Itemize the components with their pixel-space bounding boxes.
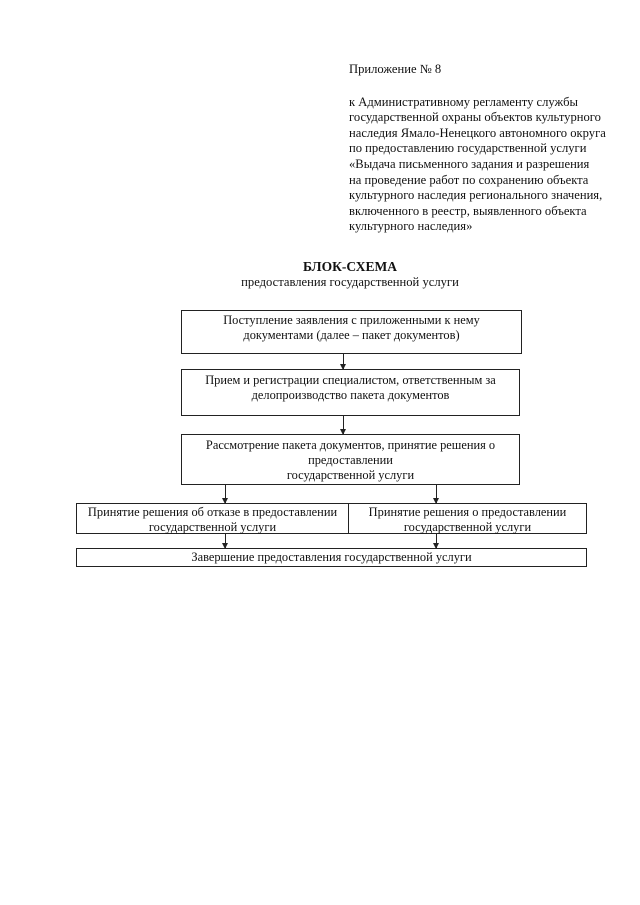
step-text: Рассмотрение пакета документов, принятие решения о <box>205 438 496 452</box>
step-text: делопроизводство пакета документов <box>251 388 450 403</box>
arrow-refusal-to-completion <box>225 534 226 548</box>
appendix-line: культурного наследия регионального значения, <box>349 188 603 203</box>
appendix-line: на проведение работ по сохранению объекта <box>349 172 589 187</box>
arrow-receipt-to-registration <box>343 354 344 369</box>
arrow-review-to-approval <box>436 485 437 503</box>
step-registration <box>181 369 520 416</box>
appendix-line: «Выдача письменного задания и разрешения <box>349 156 590 171</box>
step-refusal <box>76 503 349 534</box>
appendix-line: к Административному регламенту службы <box>349 94 578 109</box>
step-review <box>181 434 520 485</box>
appendix-line: по предоставлению государственной услуги <box>349 141 587 156</box>
appendix-number: Приложение № 8 <box>349 62 442 76</box>
step-text: Прием и регистрации специалистом, ответственным за <box>205 373 496 387</box>
step-completion <box>76 548 587 567</box>
step-approval <box>348 503 587 534</box>
flowchart-subtitle: предоставления государственной услуги <box>241 275 459 289</box>
arrow-review-to-refusal <box>225 485 226 503</box>
arrow-approval-to-completion <box>436 534 437 548</box>
step-text: государственной услуги <box>403 520 532 535</box>
appendix-line: включенного в реестр, выявленного объекта <box>349 203 587 218</box>
step-receipt <box>181 310 522 354</box>
flowchart-title: БЛОК-СХЕМА <box>302 259 398 274</box>
step-text: государственной услуги <box>286 468 415 483</box>
appendix-header <box>349 62 629 235</box>
step-text: Принятие решения об отказе в предоставлении <box>87 505 338 519</box>
step-text: Завершение предоставления государственной услуги <box>191 550 472 564</box>
appendix-line: наследия Ямало-Ненецкого автономного округа <box>349 125 606 140</box>
step-text: Принятие решения о предоставлении <box>368 505 567 519</box>
appendix-line: культурного наследия» <box>349 219 473 234</box>
arrow-registration-to-review <box>343 416 344 434</box>
step-text: государственной услуги <box>148 520 277 535</box>
appendix-line: государственной охраны объектов культурного <box>349 110 601 125</box>
step-text: предоставлении <box>308 453 393 468</box>
step-text: документами (далее – пакет документов) <box>243 328 460 343</box>
step-text: Поступление заявления с приложенными к нему <box>223 313 480 327</box>
